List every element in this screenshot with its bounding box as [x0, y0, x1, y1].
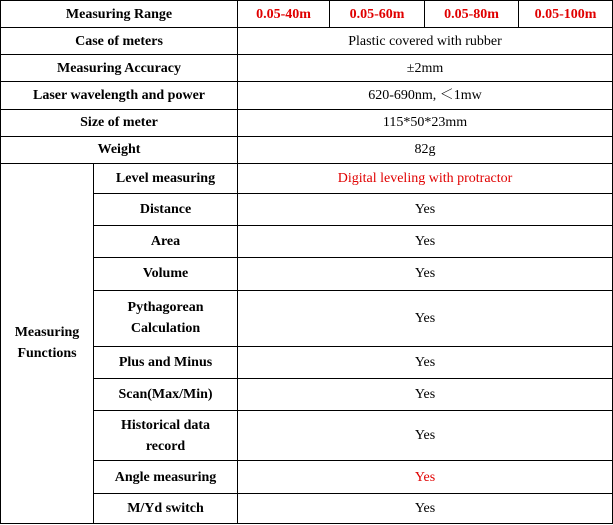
function-name-pythagorean [94, 290, 238, 346]
function-name-pythagorean-line2: Calculation [130, 321, 201, 337]
function-name-historical-line1: Historical data [120, 417, 211, 433]
function-value-distance: Yes [238, 194, 613, 226]
row-size [1, 109, 613, 136]
weight-label: Weight [1, 136, 238, 163]
function-value-scan: Yes [238, 379, 613, 411]
function-value-myd-switch: Yes [238, 493, 613, 523]
function-value-volume: Yes [238, 258, 613, 290]
size-label: Size of meter [1, 109, 238, 136]
range-option-100m: 0.05-100m [519, 1, 613, 28]
accuracy-label: Measuring Accuracy [1, 55, 238, 82]
row-measuring-range [1, 1, 613, 28]
range-option-40m: 0.05-40m [238, 1, 330, 28]
function-name-area: Area [94, 226, 238, 258]
functions-group-label-line1: Measuring [14, 325, 80, 341]
table-row [1, 163, 613, 193]
case-value: Plastic covered with rubber [238, 28, 613, 55]
row-laser [1, 82, 613, 109]
function-value-area: Yes [238, 226, 613, 258]
range-option-60m: 0.05-60m [330, 1, 425, 28]
function-value-angle: Yes [238, 461, 613, 493]
size-value: 115*50*23mm [238, 109, 613, 136]
functions-group-label-line2: Functions [17, 346, 77, 362]
row-accuracy [1, 55, 613, 82]
range-option-80m: 0.05-80m [425, 1, 519, 28]
function-name-scan: Scan(Max/Min) [94, 379, 238, 411]
weight-value: 82g [238, 136, 613, 163]
measuring-range-label: Measuring Range [1, 1, 238, 28]
functions-group-label [1, 163, 94, 523]
function-name-historical [94, 411, 238, 461]
function-name-pythagorean-line1: Pythagorean [127, 300, 204, 316]
function-name-myd-switch: M/Yd switch [94, 493, 238, 523]
function-name-historical-line2: record [145, 438, 186, 454]
laser-value: 620-690nm, ＜1mw [238, 82, 613, 109]
row-case [1, 28, 613, 55]
laser-label: Laser wavelength and power [1, 82, 238, 109]
row-weight [1, 136, 613, 163]
function-name-level: Level measuring [94, 163, 238, 193]
function-name-angle: Angle measuring [94, 461, 238, 493]
function-name-distance: Distance [94, 194, 238, 226]
function-name-plus-minus: Plus and Minus [94, 346, 238, 378]
function-value-pythagorean: Yes [238, 290, 613, 346]
case-label: Case of meters [1, 28, 238, 55]
accuracy-value: ±2mm [238, 55, 613, 82]
function-name-volume: Volume [94, 258, 238, 290]
function-value-level: Digital leveling with protractor [238, 163, 613, 193]
function-value-historical: Yes [238, 411, 613, 461]
function-value-plus-minus: Yes [238, 346, 613, 378]
